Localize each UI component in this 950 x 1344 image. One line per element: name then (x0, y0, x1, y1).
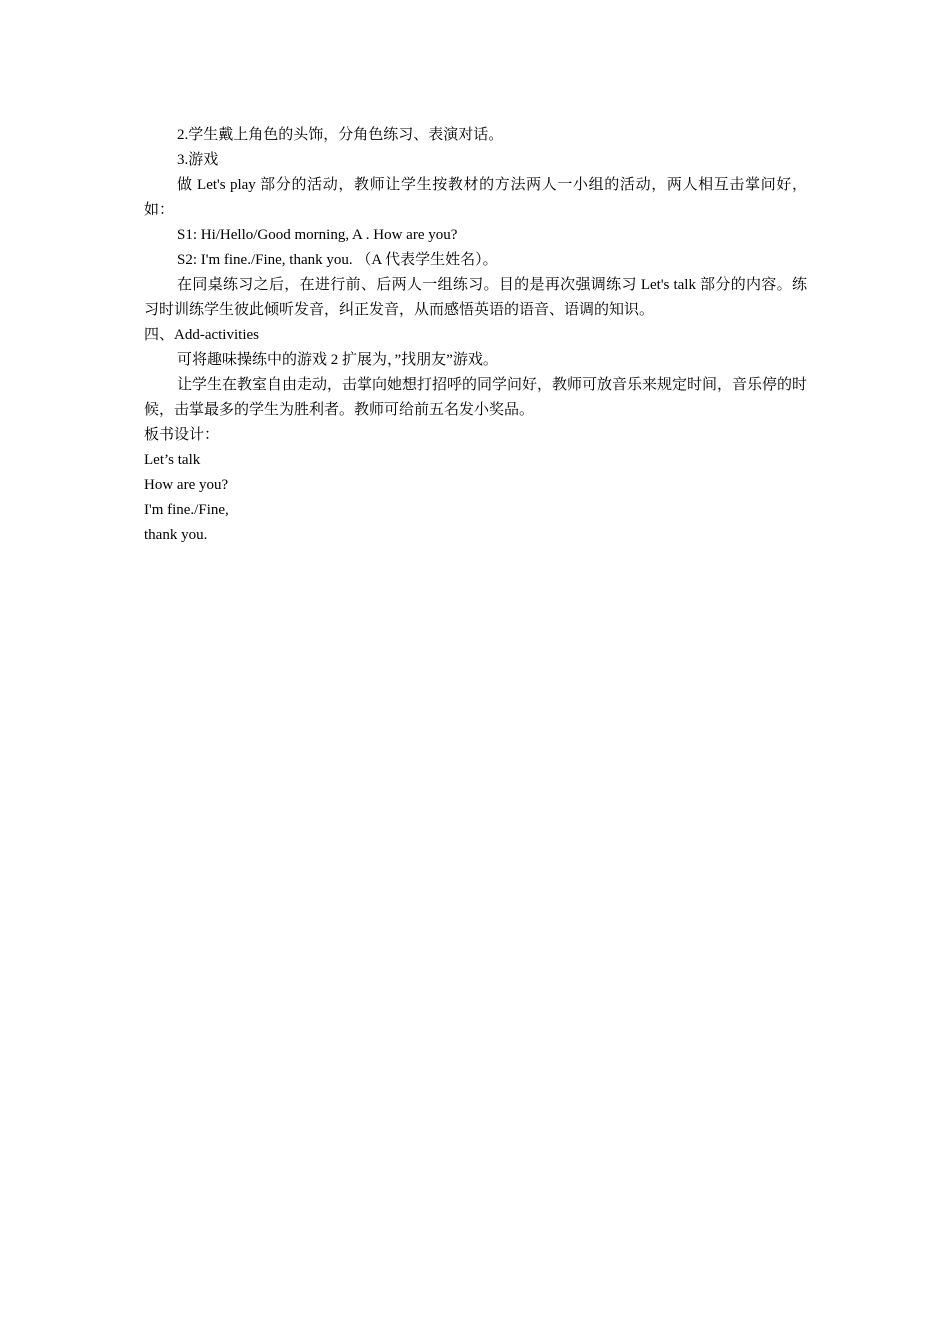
section-heading-add-activities: 四、Add-activities (144, 327, 259, 343)
blackboard-line-3: I'm fine./Fine, (144, 502, 229, 518)
blackboard-line-1: Let’s talk (144, 452, 201, 468)
dialogue-line-s1: S1: Hi/Hello/Good morning, A . How are you? (177, 227, 458, 243)
document-body (144, 123, 807, 548)
paragraph-game-heading: 3.游戏 (177, 152, 219, 168)
blackboard-design-heading: 板书设计： (144, 427, 220, 443)
paragraph-find-friends: 可将趣味操练中的游戏 2 扩展为，”找朋友”游戏。 (177, 352, 498, 368)
blackboard-line-4: thank you. (144, 527, 208, 543)
paragraph-pair-practice: 在同桌练习之后，在进行前、后两人一组练习。目的是再次强调练习 Let's talk 部分的内容。练习时训练学生彼此倾听发音，纠正发音，从而感悟英语的语音、语调的知识。 (144, 277, 807, 318)
blackboard-line-2: How are you? (144, 477, 229, 493)
paragraph-lets-play-activity: 做 Let's play 部分的活动，教师让学生按教材的方法两人一小组的活动，两人相互击掌问好，如： (144, 177, 807, 218)
paragraph-classroom-game: 让学生在教室自由走动，击掌向她想打招呼的同学问好，教师可放音乐来规定时间，音乐停的时候，击掌最多的学生为胜利者。教师可给前五名发小奖品。 (144, 377, 808, 418)
dialogue-line-s2: S2: I'm fine./Fine, thank you. （A 代表学生姓名）。 (177, 252, 498, 268)
paragraph-role-play: 2.学生戴上角色的头饰，分角色练习、表演对话。 (177, 127, 504, 143)
